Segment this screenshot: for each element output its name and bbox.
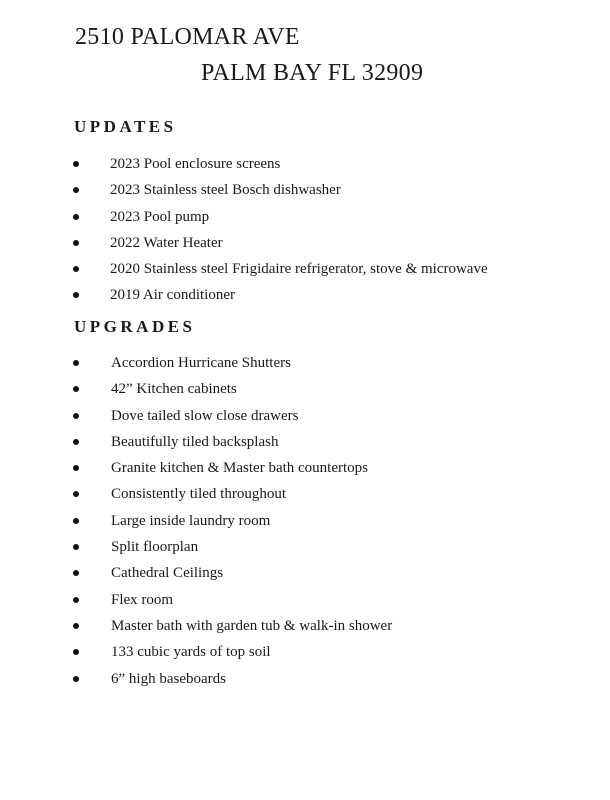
list-item-text: 6” high baseboards: [111, 670, 226, 687]
list-item-text: Beautifully tiled backsplash: [111, 433, 279, 450]
bullet-icon: [73, 518, 79, 524]
bullet-icon: [73, 187, 79, 193]
bullet-icon: [73, 360, 79, 366]
list-item-text: Accordion Hurricane Shutters: [111, 355, 291, 371]
bullet-icon: [73, 544, 79, 550]
bullet-icon: [73, 623, 79, 629]
list-item-text: Consistently tiled throughout: [111, 486, 286, 503]
list-item-text: Granite kitchen & Master bath countertops: [111, 460, 369, 477]
list-item-text: 42” Kitchen cabinets: [111, 381, 237, 398]
updates-heading: UPDATES: [74, 117, 177, 136]
bullet-icon: [73, 491, 79, 497]
bullet-icon: [73, 161, 79, 167]
list-item-text: Master bath with garden tub & walk-in shower: [111, 617, 393, 634]
bullet-icon: [73, 240, 79, 246]
list-item-text: 133 cubic yards of top soil: [111, 644, 271, 661]
address-line-2: PALM BAY FL 32909: [201, 60, 424, 86]
list-item-text: Flex room: [111, 591, 174, 608]
list-item-text: 2023 Stainless steel Bosch dishwasher: [110, 182, 341, 199]
list-item-text: Split floorplan: [111, 539, 199, 556]
list-item-text: 2023 Pool enclosure screens: [110, 156, 281, 172]
bullet-icon: [73, 266, 79, 272]
upgrades-heading: UPGRADES: [74, 317, 196, 336]
bullet-icon: [73, 649, 79, 655]
bullet-icon: [73, 597, 79, 603]
bullet-icon: [73, 413, 79, 419]
bullet-icon: [73, 570, 79, 576]
address-line-1: 2510 PALOMAR AVE: [75, 24, 300, 50]
list-item-text: 2020 Stainless steel Frigidaire refrigerator, stove & microwave: [110, 261, 488, 278]
bullet-icon: [73, 465, 79, 471]
list-item-text: Cathedral Ceilings: [111, 565, 224, 582]
list-item-text: 2019 Air conditioner: [110, 287, 235, 304]
list-item-text: Large inside laundry room: [111, 512, 271, 529]
bullet-icon: [73, 292, 79, 298]
bullet-icon: [73, 439, 79, 445]
bullet-icon: [73, 676, 79, 682]
bullet-icon: [73, 386, 79, 392]
list-item-text: Dove tailed slow close drawers: [111, 407, 299, 424]
list-item-text: 2023 Pool pump: [110, 208, 210, 225]
bullet-icon: [73, 214, 79, 220]
list-item-text: 2022 Water Heater: [110, 234, 223, 251]
